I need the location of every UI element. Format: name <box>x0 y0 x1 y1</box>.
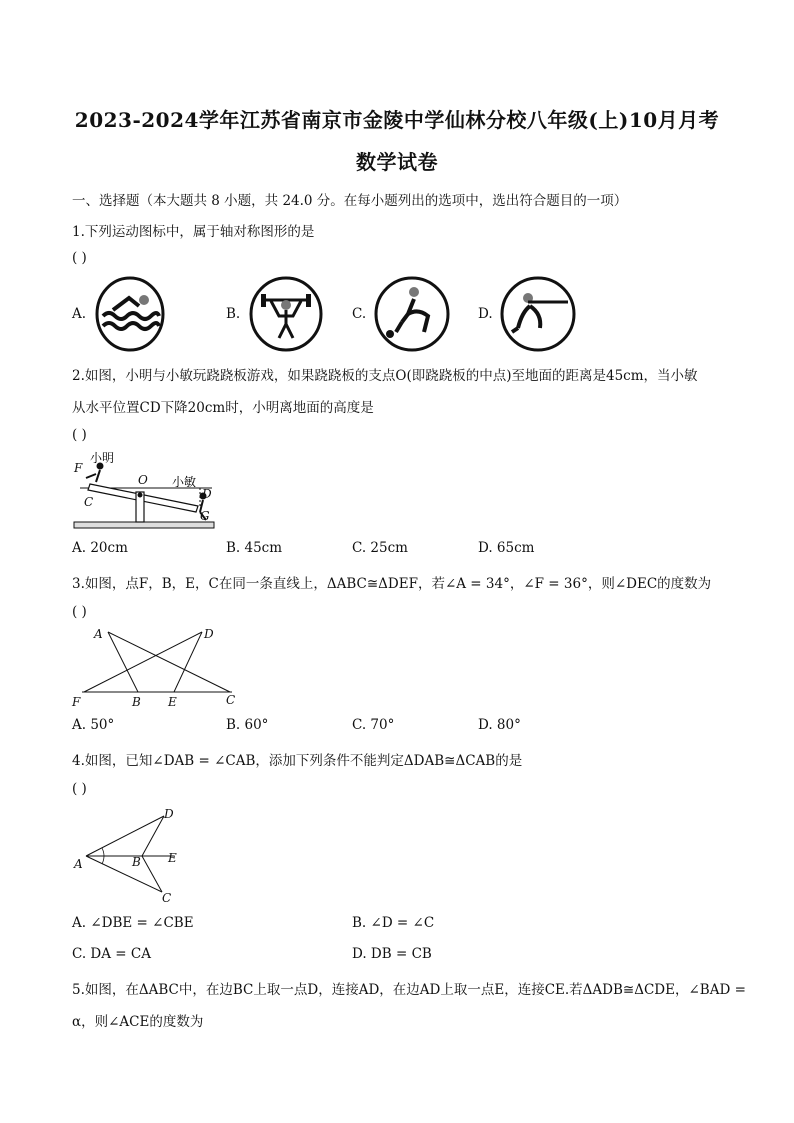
q3-stem: 3.如图，点F，B，E，C在同一条直线上，ΔABC≅ΔDEF，若∠A = 34°，∠F = 36°，则∠DEC的度数为 <box>72 576 712 592</box>
q2-stem-line1: 2.如图，小明与小敏玩跷跷板游戏，如果跷跷板的支点O(即跷跷板的中点)至地面的距离是45cm，当小敏 <box>72 368 698 384</box>
label-A: A <box>74 857 83 871</box>
label-F: F <box>74 461 83 475</box>
label-C: C <box>84 495 94 509</box>
label-xiaomin: 小敏 <box>172 475 197 489</box>
angle-figure <box>72 804 192 908</box>
seesaw-figure <box>70 448 220 534</box>
q1-option-d: D. <box>478 306 493 322</box>
q4-option-a: A. ∠DBE = ∠CBE <box>72 915 194 931</box>
q3-option-b: B. 60° <box>226 717 269 733</box>
label-D: D <box>204 627 214 641</box>
q3-paren: ( ) <box>72 604 87 620</box>
label-F: F <box>72 695 81 709</box>
q1-option-a: A. <box>72 306 87 322</box>
label-B: B <box>132 855 141 869</box>
label-B: B <box>132 695 141 709</box>
label-E: E <box>168 695 177 709</box>
q4-paren: ( ) <box>72 781 87 797</box>
label-D: D <box>202 487 212 501</box>
label-G: G <box>200 509 210 523</box>
label-A: A <box>94 627 103 641</box>
q2-paren: ( ) <box>72 427 87 443</box>
q3-option-c: C. 70° <box>352 717 395 733</box>
weightlifting-icon <box>249 276 323 352</box>
swimming-icon <box>95 276 165 352</box>
q4-option-b: B. ∠D = ∠C <box>352 915 435 931</box>
triangles-figure <box>70 624 242 714</box>
q2-option-b: B. 45cm <box>226 540 283 556</box>
q4-option-d: D. DB = CB <box>352 946 432 962</box>
q2-option-a: A. 20cm <box>72 540 128 556</box>
q4-stem: 4.如图，已知∠DAB = ∠CAB，添加下列条件不能判定ΔDAB≅ΔCAB的是 <box>72 753 523 769</box>
label-xiaoming: 小明 <box>90 451 115 465</box>
label-C: C <box>162 891 172 905</box>
q5-stem-line2: α，则∠ACE的度数为 <box>72 1014 204 1030</box>
q2-option-d: D. 65cm <box>478 540 535 556</box>
section-heading: 一、选择题（本大题共 8 小题，共 24.0 分。在每小题列出的选项中，选出符合题目的一项） <box>72 193 628 209</box>
label-C: C <box>226 693 236 707</box>
q2-stem-line2: 从水平位置CD下降20cm时，小明离地面的高度是 <box>72 400 374 416</box>
football-icon <box>374 276 450 352</box>
q3-option-a: A. 50° <box>72 717 115 733</box>
q2-option-c: C. 25cm <box>352 540 408 556</box>
q3-option-d: D. 80° <box>478 717 521 733</box>
exam-title-line2: 数学试卷 <box>356 150 438 174</box>
exam-title-line1: 2023-2024学年江苏省南京市金陵中学仙林分校八年级(上)10月月考 <box>74 108 720 132</box>
q5-stem-line1: 5.如图，在ΔABC中，在边BC上取一点D，连接AD，在边AD上取一点E，连接CE.若ΔADB≅ΔCDE，∠BAD = <box>72 982 746 998</box>
label-E: E <box>168 851 177 865</box>
q1-stem: 1.下列运动图标中，属于轴对称图形的是 <box>72 224 315 240</box>
q1-option-c: C. <box>352 306 367 322</box>
q1-option-b: B. <box>226 306 241 322</box>
shooting-icon <box>500 276 576 352</box>
q4-option-c: C. DA = CA <box>72 946 151 962</box>
q1-paren: ( ) <box>72 250 87 266</box>
label-O: O <box>138 473 148 487</box>
label-D: D <box>164 807 174 821</box>
